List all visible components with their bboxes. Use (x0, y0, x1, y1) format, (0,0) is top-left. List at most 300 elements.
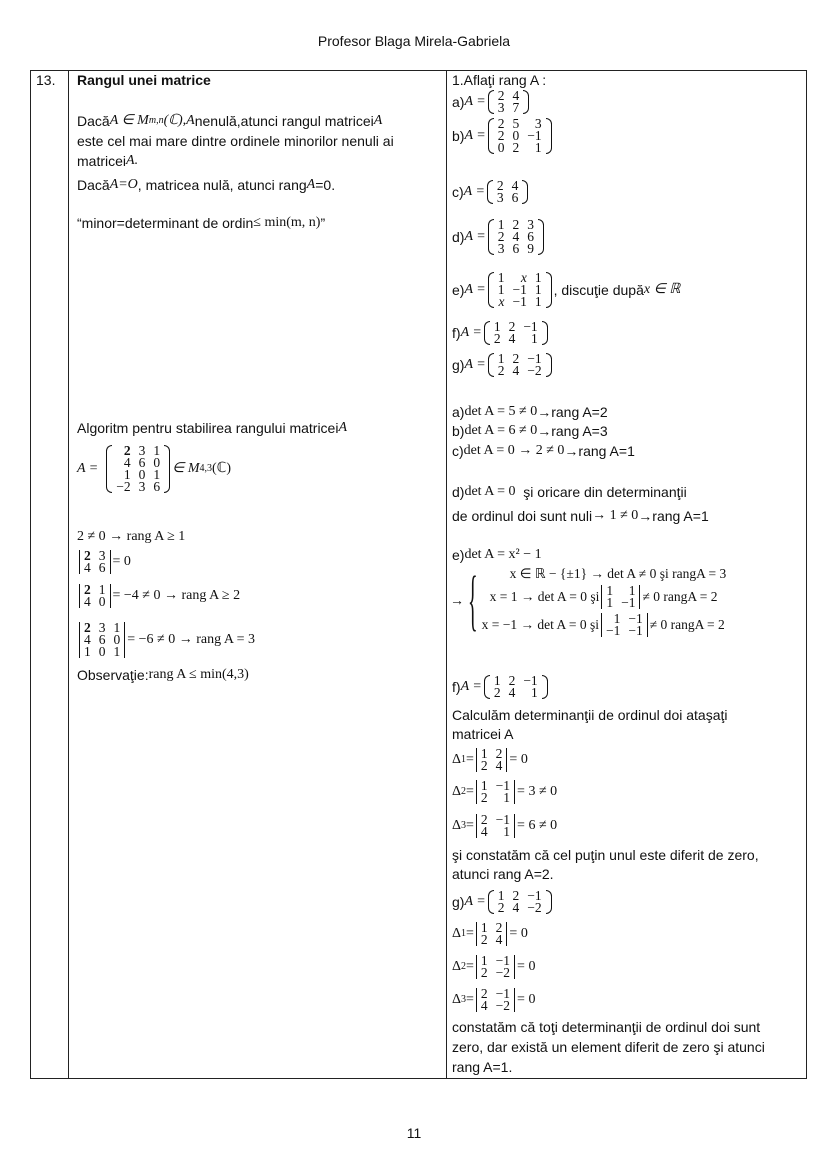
matrix-cell: 3 (98, 548, 106, 563)
matrix-cell: 4 (512, 900, 520, 915)
solution-e-cases (450, 566, 726, 638)
matrix-body (490, 321, 542, 345)
matrix-cell: 1 (480, 746, 488, 761)
right-bracket (542, 675, 548, 699)
section-title: Rangul unei matrice (77, 72, 211, 88)
matrix-row (490, 333, 542, 345)
math: → 1 ≠ 0 (592, 508, 639, 523)
solution-f-conclusion: atunci rang A=2. (452, 866, 554, 882)
text: b) (452, 423, 465, 439)
matrix-cell: 9 (527, 241, 534, 256)
matrix-body (477, 955, 514, 979)
matrix-cell: −1 (628, 623, 643, 638)
matrix-cell: 3 (98, 620, 106, 635)
matrix-cell: 1 (480, 953, 488, 968)
matrix-cell: −1 (527, 888, 542, 903)
matrix-cell: 1 (497, 351, 505, 366)
matrix-cell: 2 (480, 965, 488, 980)
text: a) (452, 404, 465, 420)
matrix (106, 445, 170, 493)
matrix-row (494, 243, 538, 255)
matrix-cell: 6 (527, 229, 534, 244)
matrix-cell: 1 (503, 824, 511, 839)
matrix (487, 180, 529, 204)
matrix-cell: 2 (480, 932, 488, 947)
matrix (488, 90, 530, 114)
matrix-cell: 2 (512, 351, 520, 366)
matrix-cell: −1 (628, 611, 643, 626)
matrix-cell: 2 (497, 900, 505, 915)
matrix-cell: 2 (512, 140, 520, 155)
determinant (79, 550, 111, 574)
matrix-cell: −1 (512, 294, 527, 309)
matrix (488, 272, 552, 308)
matrix-row (490, 687, 542, 699)
right-bracket (506, 748, 507, 772)
determinant (476, 780, 515, 804)
matrix-cell: 2 (495, 920, 503, 935)
determinant (476, 748, 508, 772)
matrix-cell: 4 (84, 632, 91, 647)
table-column-divider (68, 70, 69, 1079)
matrix-cell: 2 (497, 88, 505, 103)
matrix-cell: 1 (497, 282, 505, 297)
math: A = (464, 128, 486, 143)
matrix-cell: 6 (98, 632, 106, 647)
right-bracket (542, 321, 548, 345)
right-bracket (546, 353, 552, 377)
matrix-cell: 3 (534, 116, 542, 131)
matrix-cell: 1 (153, 467, 161, 482)
solution-f-text: Calculăm determinanţii de ordinul doi ataşaţi (452, 707, 728, 723)
matrix-cell: −2 (527, 900, 542, 915)
matrix-cell: 0 (98, 644, 106, 659)
math-sub: 2 (461, 786, 467, 797)
math: A = (77, 461, 99, 476)
matrix-cell: 2 (84, 582, 91, 597)
matrix-cell: 6 (153, 479, 161, 494)
matrix-body (80, 584, 110, 608)
math: A. (126, 153, 139, 168)
math: = 0 (517, 959, 536, 974)
right-bracket (523, 90, 529, 114)
matrix-cell: 0 (98, 594, 106, 609)
matrix-cell: 1 (530, 685, 538, 700)
item-label: a) (452, 94, 465, 110)
step-2 (77, 548, 131, 576)
table-border-right (806, 70, 807, 1079)
matrix (488, 118, 552, 154)
math: = −4 ≠ 0 → rang A ≥ 2 (112, 588, 241, 603)
solution-f (452, 673, 550, 701)
matrix-cell: 6 (138, 455, 146, 470)
text: →rang A=1 (564, 443, 635, 459)
right-bracket (546, 890, 552, 914)
math: det A = 0 (464, 484, 516, 499)
task-title: 1.Aflaţi rang A : (452, 72, 547, 88)
right-bracket (546, 272, 552, 308)
matrix-cell: −1 (621, 595, 636, 610)
matrix-row (493, 192, 523, 204)
math: Δ (452, 818, 462, 833)
math: = 0 (517, 992, 536, 1007)
matrix-cell: 4 (84, 594, 91, 609)
page-header: Profesor Blaga Mirela-Gabriela (317, 33, 511, 49)
matrix-cell: 2 (480, 986, 488, 1001)
matrix-cell: 2 (497, 116, 505, 131)
item-label: d) (452, 229, 465, 245)
math-sub: 2 (461, 961, 467, 972)
matrix-cell: 1 (534, 294, 542, 309)
table-border-left (30, 70, 31, 1079)
matrix-cell: 3 (527, 217, 534, 232)
matrix-cell: 2 (497, 229, 505, 244)
step-1: 2 ≠ 0 → rang A ≥ 1 (77, 529, 186, 544)
matrix-cell: 4 (508, 331, 516, 346)
math-sub: m,n (148, 115, 164, 126)
matrix (484, 321, 548, 345)
matrix-cell: 1 (493, 319, 501, 334)
matrix-body (477, 922, 507, 946)
matrix-cell: 3 (497, 100, 505, 115)
definition-line (77, 112, 382, 130)
matrix-cell: −1 (495, 812, 511, 827)
matrix-cell: 3 (138, 479, 146, 494)
text: Algoritm pentru stabilirea rangului matricei (77, 420, 339, 436)
matrix-cell: −1 (523, 673, 538, 688)
matrix-cell: −1 (523, 319, 538, 334)
definition-line (77, 176, 335, 194)
text: Dacă (77, 113, 110, 129)
matrix-cell: 6 (511, 190, 519, 205)
matrix-cell: −1 (512, 282, 527, 297)
matrix-cell: 0 (113, 632, 121, 647)
matrix-row (112, 481, 164, 493)
matrix-cell: −2 (116, 479, 131, 494)
matrix-body (494, 90, 524, 114)
matrix (488, 353, 552, 377)
right-bracket (514, 955, 515, 979)
matrix-cell: 2 (84, 620, 91, 635)
matrix-cell: 1 (98, 582, 106, 597)
solution-d (452, 483, 687, 501)
right-bracket (546, 118, 552, 154)
matrix-cell: 2 (512, 217, 520, 232)
minor-definition (77, 214, 325, 232)
solution-b (452, 422, 608, 440)
solution-c (452, 442, 635, 460)
math-sub: 3 (461, 994, 467, 1005)
matrix-cell: 3 (497, 241, 505, 256)
matrix-cell: 1 (153, 443, 161, 458)
math: = −6 ≠ 0 → rang A = 3 (127, 632, 256, 647)
matrix-cell: −1 (527, 128, 542, 143)
matrix-body (494, 890, 546, 914)
matrix-cell: 2 (84, 548, 91, 563)
determinant (476, 988, 515, 1012)
text: g) (452, 894, 465, 910)
right-bracket (538, 219, 544, 255)
exercise-item (452, 88, 531, 116)
right-bracket (514, 780, 515, 804)
determinant (476, 922, 508, 946)
solution-g (452, 888, 554, 916)
matrix-row (494, 142, 546, 154)
math: A ∈ M (109, 113, 149, 128)
matrix-row (80, 646, 124, 658)
right-bracket (110, 584, 111, 608)
case-2 (482, 583, 727, 611)
right-bracket (506, 922, 507, 946)
math: det A = 5 ≠ 0 (464, 404, 538, 419)
text: d) (452, 484, 465, 500)
solution-f-text: matricei A (452, 726, 514, 742)
right-bracket (639, 585, 640, 609)
exercise-item (452, 178, 530, 206)
exercise-item (452, 115, 554, 157)
matrix-cell: 3 (138, 443, 146, 458)
right-bracket (110, 550, 111, 574)
text: de ordinul doi sunt nuli (452, 508, 593, 524)
matrix-body (477, 748, 507, 772)
matrix-cell: 0 (138, 467, 146, 482)
matrix-body (494, 353, 546, 377)
matrix-cell: 7 (512, 100, 520, 115)
solution-g-conclusion: constatăm că toţi determinanţii de ordinul doi sunt (452, 1019, 761, 1035)
matrix-cell: 1 (534, 282, 542, 297)
solution-e (452, 546, 542, 564)
math-sub: 3 (461, 820, 467, 831)
matrix-cell: 2 (497, 363, 505, 378)
matrix-cell: 1 (497, 888, 505, 903)
matrix-cell: x (498, 294, 505, 309)
table-border-bottom (30, 1078, 807, 1079)
text: Dacă (77, 177, 110, 193)
matrix-body (477, 988, 514, 1012)
matrix-cell: −1 (605, 623, 621, 638)
matrix-cell: 2 (508, 319, 516, 334)
matrix-cell: −1 (527, 351, 542, 366)
text: ” (320, 215, 326, 231)
text: matricei (77, 153, 127, 169)
matrix-row (602, 597, 639, 609)
matrix-cell: 0 (512, 128, 520, 143)
step-3 (77, 582, 240, 610)
right-bracket (522, 180, 528, 204)
text: →rang A=3 (537, 423, 608, 439)
text: “minor=determinant de ordin (77, 215, 254, 231)
matrix-body (494, 219, 538, 255)
right-bracket (164, 445, 170, 493)
determinant (601, 613, 648, 637)
math: Δ (452, 784, 462, 799)
matrix-cell: 2 (496, 178, 504, 193)
matrix-cell: −2 (495, 998, 511, 1013)
solution-g-conclusion: zero, dar există un element diferit de zero şi atunci (452, 1039, 765, 1055)
right-bracket (514, 988, 515, 1012)
matrix-cell: 1 (123, 467, 131, 482)
matrix-cell: 1 (493, 673, 501, 688)
row-number: 13. (36, 72, 56, 88)
determinant (79, 622, 125, 658)
matrix-body (493, 180, 523, 204)
text: =0. (315, 177, 336, 193)
matrix-cell: 1 (606, 595, 614, 610)
matrix-cell: −1 (495, 953, 511, 968)
matrix-body (80, 622, 124, 658)
solution-d-cont (452, 507, 709, 525)
matrix-cell: 1 (480, 778, 488, 793)
matrix-cell: −2 (495, 965, 511, 980)
right-bracket (124, 622, 125, 658)
math: A = (464, 357, 486, 372)
algorithm-matrix-line (77, 436, 231, 502)
text: f) (452, 679, 461, 695)
math: ≠ 0 rangA = 2 (642, 589, 718, 604)
text: , discuţie după (553, 282, 644, 298)
math: A = (464, 894, 486, 909)
matrix-cell: 4 (511, 178, 519, 193)
math: Δ (452, 752, 462, 767)
matrix-cell: 2 (493, 685, 501, 700)
case-3 (482, 611, 727, 639)
math: = 0 (509, 926, 528, 941)
matrix-cell: 1 (530, 331, 538, 346)
matrix-row (477, 1000, 514, 1012)
step-4 (77, 616, 255, 664)
math: Δ (452, 959, 462, 974)
delta-line: Δ 3 = 2 −1 4 −2 = 0 (452, 986, 536, 1013)
matrix-cell: −2 (527, 363, 542, 378)
matrix-cell: 1 (503, 790, 511, 805)
matrix-row (80, 596, 110, 608)
matrix-cell: 2 (493, 331, 501, 346)
math: det A = 0 → 2 ≠ 0 (463, 443, 565, 458)
matrix-body (477, 780, 514, 804)
matrix-cell: 2 (495, 746, 503, 761)
delta-line: Δ 1 = 1 2 2 4 = 0 (452, 920, 528, 947)
matrix-cell: 6 (512, 241, 520, 256)
math: A = (464, 94, 486, 109)
matrix-cell: 4 (512, 363, 520, 378)
matrix-body (602, 613, 647, 637)
delta-line: Δ 2 = 1 −1 2 −2 = 0 (452, 953, 536, 980)
text: →rang A=2 (537, 404, 608, 420)
text: e) (452, 547, 465, 563)
matrix-cell: 0 (497, 140, 505, 155)
matrix-row (477, 792, 514, 804)
matrix-cell: 6 (98, 560, 106, 575)
math-sub: 4,3 (199, 463, 212, 474)
matrix-cell: 1 (628, 583, 636, 598)
matrix-cell: 4 (512, 88, 520, 103)
math: = 6 ≠ 0 (517, 818, 558, 833)
matrix-cell: 1 (613, 611, 621, 626)
item-label: b) (452, 128, 465, 144)
table-column-divider (446, 70, 447, 1079)
matrix-cell: 1 (497, 270, 505, 285)
math-sub: 1 (461, 928, 467, 939)
matrix-cell: 4 (508, 685, 516, 700)
matrix-cell: 2 (480, 812, 488, 827)
delta-line: Δ 2 = 1 −1 2 1 = 3 ≠ 0 (452, 778, 558, 805)
text: Observaţie: (77, 667, 149, 683)
math: ≠ 0 rangA = 2 (649, 617, 725, 632)
exercise-item (452, 319, 550, 347)
math-sub: 1 (461, 754, 467, 765)
math: det A = 6 ≠ 0 (464, 423, 538, 438)
math: (ℂ),A (163, 113, 195, 128)
matrix-cell: 2 (497, 128, 505, 143)
matrix-cell: 1 (113, 644, 121, 659)
item-label: g) (452, 357, 465, 373)
matrix-cell: 4 (495, 758, 503, 773)
matrix-row (494, 102, 524, 114)
delta-line: Δ 3 = 2 −1 4 1 = 6 ≠ 0 (452, 812, 558, 839)
matrix-cell: 2 (508, 673, 516, 688)
matrix-cell: 1 (113, 620, 121, 635)
math: A=O (109, 177, 138, 192)
matrix-cell: −1 (495, 986, 511, 1001)
matrix-body (477, 814, 514, 838)
math: A = (464, 282, 486, 297)
matrix-cell: 2 (480, 758, 488, 773)
matrix-cell: 1 (534, 270, 542, 285)
matrix (488, 890, 552, 914)
math: A (373, 113, 383, 128)
matrix (488, 219, 544, 255)
matrix-cell: 0 (153, 455, 161, 470)
math: A (338, 420, 348, 435)
matrix-cell: 1 (606, 583, 614, 598)
page-number: 11 (406, 1125, 422, 1141)
arrow-icon: → (450, 594, 464, 609)
right-bracket (514, 814, 515, 838)
math: A = (460, 679, 482, 694)
matrix-body (112, 445, 164, 493)
matrix-cell: 4 (84, 560, 91, 575)
math: Δ (452, 926, 462, 941)
item-label: f) (452, 325, 461, 341)
matrix-row (602, 625, 647, 637)
matrix-row (494, 902, 546, 914)
math: A = (463, 184, 485, 199)
matrix-cell: 2 (123, 443, 131, 458)
right-bracket (647, 613, 648, 637)
math: ∈ M (172, 461, 200, 476)
matrix-cell: 1 (534, 140, 542, 155)
algorithm-title (77, 419, 347, 437)
text: c) (452, 443, 464, 459)
exercise-item (452, 216, 546, 258)
matrix-cell: −1 (495, 778, 511, 793)
matrix-body (490, 675, 542, 699)
text: şi oricare din determinanţii (515, 484, 687, 500)
math: = 0 (509, 752, 528, 767)
matrix-cell: 1 (480, 920, 488, 935)
matrix-row (477, 967, 514, 979)
math: = 0 (112, 554, 131, 569)
math: A = (460, 325, 482, 340)
text: →rang A=1 (638, 508, 709, 524)
solution-g-conclusion: rang A=1. (452, 1059, 513, 1075)
matrix-body (602, 585, 639, 609)
math: x = −1 → det A = 0 şi (481, 617, 599, 632)
matrix-cell: 5 (512, 116, 520, 131)
text: , matricea nulă, atunci rang (137, 177, 307, 193)
math: rang A ≤ min(4,3) (148, 667, 249, 682)
matrix-row (477, 934, 507, 946)
